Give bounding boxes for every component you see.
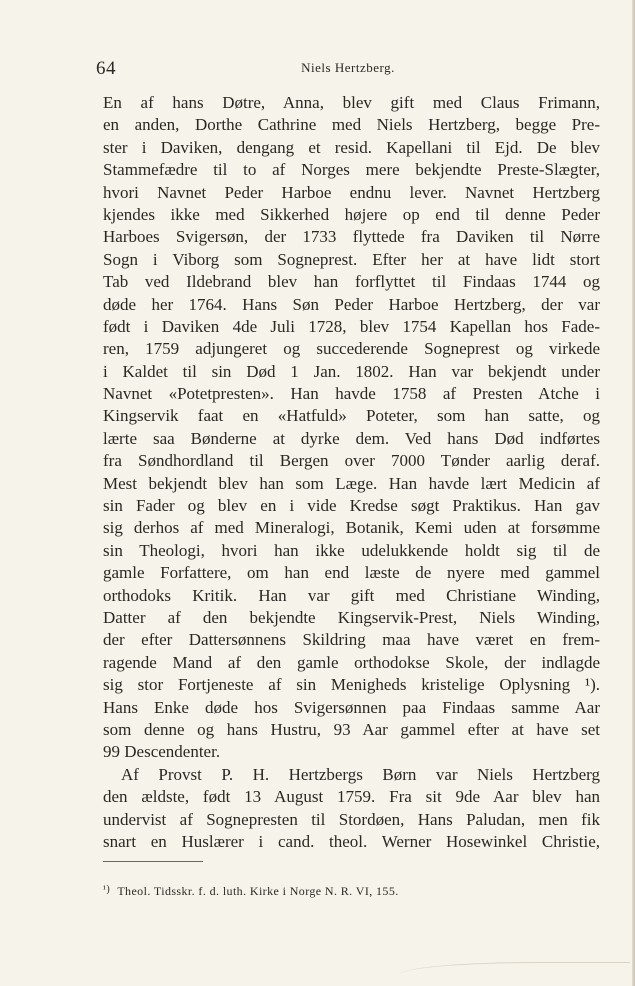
- text-line: sin Theologi, hvori han ikke udelukkende holdt sig til de: [103, 540, 600, 560]
- text-line: Af Provst P. H. Hertzbergs Børn var Niels Hertzberg: [121, 764, 600, 784]
- text-line: 99 Descendenter.: [103, 742, 221, 762]
- text-line: Kingservik faat en «Hatfuld» Poteter, som han satte, og: [103, 406, 600, 426]
- page-number: 64: [96, 58, 116, 79]
- text-line: ster i Daviken, dengang et resid. Kapellani til Ejd. De blev: [103, 137, 600, 157]
- text-line: Datter af den bekjendte Kingservik-Prest, Niels Winding,: [103, 607, 600, 627]
- text-line: Tab ved Ildebrand blev han forflyttet til Findaas 1744 og: [103, 272, 600, 292]
- text-line: snart en Huslærer i cand. theol. Werner Hosewinkel Christie,: [103, 831, 600, 851]
- body-text: [103, 92, 600, 853]
- text-line: orthodoks Kritik. Han var gift med Christiane Winding,: [103, 585, 600, 605]
- page-header: [96, 58, 600, 82]
- text-line: gamle Forfattere, om han end læste de nyere med gammel: [103, 563, 600, 583]
- footnote: [103, 884, 399, 899]
- text-line: der efter Dattersønnens Skildring maa have været en frem-: [103, 630, 600, 650]
- text-line: Stammefædre til to af Norges mere bekjendte Preste-Slægter,: [103, 160, 600, 180]
- text-line: sig derhos af med Mineralogi, Botanik, Kemi uden at forsømme: [103, 518, 600, 538]
- text-line: døde her 1764. Hans Søn Peder Harboe Hertzberg, der var: [103, 294, 600, 314]
- footnote-marker: ¹): [103, 884, 111, 895]
- text-line: En af hans Døtre, Anna, blev gift med Claus Frimann,: [103, 93, 600, 112]
- text-line: Harboes Svigersøn, der 1733 flyttede fra Daviken til Nørre: [103, 227, 600, 247]
- text-line: sig stor Fortjeneste af sin Menigheds kristelige Oplysning ¹).: [103, 675, 600, 695]
- text-line: Sogn i Viborg som Sogneprest. Efter her at have lidt stort: [103, 249, 600, 269]
- text-line: som denne og hans Hustru, 93 Aar gammel efter at have set: [103, 719, 600, 739]
- text-line: lærte saa Bønderne at dyrke dem. Ved hans Død indførtes: [103, 428, 600, 448]
- text-line: en anden, Dorthe Cathrine med Niels Hertzberg, begge Pre-: [103, 115, 600, 135]
- text-line: kjendes ikke med Sikkerhed højere op end til denne Peder: [103, 204, 600, 224]
- text-line: ragende Mand af den gamle orthodokse Skole, der indlagde: [103, 652, 600, 672]
- running-head: Niels Hertzberg.: [301, 60, 395, 75]
- text-line: Hans Enke døde hos Svigersønnen paa Findaas samme Aar: [103, 697, 600, 717]
- text-line: sin Fader og blev en i vide Kredse søgt Praktikus. Han gav: [103, 496, 600, 516]
- text-line: fra Søndhordland til Bergen over 7000 Tønder aarlig deraf.: [103, 451, 600, 471]
- text-line: undervist af Sognepresten til Stordøen, Hans Paludan, men fik: [103, 809, 600, 829]
- text-line: den ældste, født 13 August 1759. Fra sit 9de Aar blev han: [103, 787, 600, 807]
- text-line: født i Daviken 4de Juli 1728, blev 1754 Kapellan hos Fade-: [103, 316, 600, 336]
- footnote-text: Theol. Tidsskr. f. d. luth. Kirke i Norge N. R. VI, 155.: [117, 884, 399, 898]
- text-line: ren, 1759 adjungeret og succederende Sogneprest og virkede: [103, 339, 600, 359]
- footnote-divider: [103, 861, 203, 862]
- text-line: hvori Navnet Peder Harboe endnu lever. Navnet Hertzberg: [103, 182, 600, 202]
- paper-stain: [400, 962, 630, 983]
- text-line: i Kaldet til sin Død 1 Jan. 1802. Han var bekjendt under: [103, 361, 600, 381]
- text-line: Mest bekjendt blev han som Læge. Han havde lært Medicin af: [103, 473, 600, 493]
- text-line: Navnet «Potetpresten». Han havde 1758 af Presten Atche i: [103, 384, 600, 404]
